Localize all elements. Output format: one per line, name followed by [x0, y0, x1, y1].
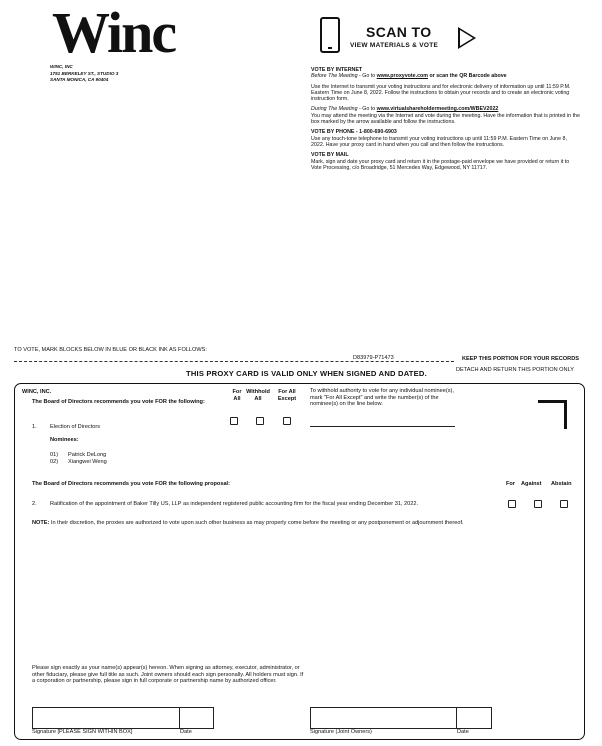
col-for-all-except: For All Except — [277, 389, 297, 402]
board-recommendation-1: The Board of Directors recommends you vote FOR the following: — [32, 399, 205, 405]
vote-internet-body2: You may attend the meeting via the Internet and vote during the meeting. Have the information that is printed in the box marked by the arrow available and follow the instructions. — [311, 112, 580, 126]
card-company-name: WINC, INC. — [22, 389, 52, 395]
control-code: D83979-P71473 — [350, 355, 397, 361]
vote-internet-heading: VOTE BY INTERNET — [311, 67, 363, 73]
note-text: In their discretion, the proxies are authorized to vote upon such other business as may properly come before the meeting or any postponement or adjournment thereof. — [49, 520, 464, 526]
nominee-number: 01) — [50, 452, 59, 458]
scan-title: SCAN TO — [366, 24, 432, 40]
vote-internet-body1: Use the Internet to transmit your voting instructions and for electronic delivery of information up until 11:59 P.M. Eastern Time on June 8, 2022. Follow the instructions to obtain your records and to create an electronic voting instruction form. — [311, 83, 571, 103]
item2-number: 2. — [32, 501, 37, 507]
nominee-number-line[interactable] — [310, 426, 455, 427]
abstain-checkbox[interactable] — [560, 500, 568, 508]
nominees-heading: Nominees: — [50, 437, 79, 443]
valid-notice: THIS PROXY CARD IS VALID ONLY WHEN SIGNED AND DATED. — [186, 369, 427, 378]
note-label: NOTE: — [32, 520, 50, 526]
col-for-all: For All — [232, 389, 242, 402]
for-checkbox[interactable] — [508, 500, 516, 508]
for-all-except-checkbox[interactable] — [283, 417, 291, 425]
go-to-text: - Go to — [357, 73, 377, 80]
vote-internet-before — [311, 73, 581, 79]
joint-date-box[interactable] — [455, 707, 492, 729]
address-line: 1751 BERKELEY ST., STUDIO 3 — [50, 70, 119, 76]
nominee-name: Patrick DeLong — [68, 452, 107, 458]
vote-mail-heading: VOTE BY MAIL — [311, 152, 349, 159]
company-address — [50, 64, 118, 84]
proxy-card — [14, 383, 585, 740]
keep-portion-label: KEEP THIS PORTION FOR YOUR RECORDS — [462, 356, 579, 362]
col-against: Against — [521, 481, 542, 487]
company-logo: Winc — [52, 0, 176, 65]
col-withhold-all: Withhold All — [246, 389, 270, 402]
voting-instructions — [311, 67, 581, 175]
withhold-all-checkbox[interactable] — [256, 417, 264, 425]
vote-phone-body: Use any touch-tone telephone to transmit your voting instructions up until 11:59 P.M. Eastern Time on June 8, 2022. Have your proxy card in hand when you call and then follow the instructions. — [311, 135, 567, 148]
date-label: Date — [180, 729, 192, 735]
nominee-number: 02) — [50, 459, 59, 465]
scan-subtitle: VIEW MATERIALS & VOTE — [350, 42, 439, 49]
vote-phone-heading: VOTE BY PHONE - 1-800-690-6903 — [311, 129, 397, 136]
joint-date-label: Date — [457, 729, 469, 735]
during-meeting-label: During The Meeting — [311, 106, 358, 113]
col-for: For — [506, 481, 516, 487]
detach-line — [14, 361, 454, 362]
note — [32, 520, 512, 527]
col-abstain: Abstain — [551, 481, 572, 487]
arrow-right-icon — [458, 27, 476, 49]
address-line: WINC, INC — [50, 64, 73, 69]
vote-mail-body: Mark, sign and date your proxy card and return it in the postage-paid envelope we have provided or return it to Vote Processing, c/o Broadridge, 51 Mercedes Way, Edgewood, NY 11717. — [311, 158, 570, 171]
go-to-text: - Go to — [357, 106, 377, 113]
control-number-corner — [538, 400, 567, 429]
board-recommendation-2: The Board of Directors recommends you vote FOR the following proposal: — [32, 481, 230, 487]
sign-instructions: Please sign exactly as your name(s) appear(s) hereon. When signing as attorney, executor, administrator, or other fiduciary, please give full title as such. Joint owners should each sign personally. All holders must sign. If a corporation or partnership, please sign in full corporate or partnership name by authorized officer. — [32, 665, 304, 685]
date-box[interactable] — [178, 707, 214, 729]
item2-label: Ratification of the appointment of Baker Tilly US, LLP as independent registered public accounting firm for the fiscal year ending December 31, 2022. — [50, 501, 419, 507]
joint-signature-box[interactable] — [310, 707, 457, 729]
address-line: SANTA MONICA, CA 90404 — [50, 77, 109, 83]
withhold-instructions: To withhold authority to vote for any individual nominee(s), mark "For All Except" and write the number(s) of the nominee(s) on the line below. — [310, 388, 454, 408]
joint-signature-label: Signature (Joint Owners) — [310, 729, 372, 735]
signature-label: Signature [PLEASE SIGN WITHIN BOX] — [32, 729, 133, 735]
before-meeting-label: Before The Meeting — [311, 73, 358, 80]
phone-icon — [320, 17, 340, 53]
against-checkbox[interactable] — [534, 500, 542, 508]
nominee-name: Xiangwei Weng — [68, 459, 107, 465]
for-all-checkbox[interactable] — [230, 417, 238, 425]
mark-instructions: TO VOTE, MARK BLOCKS BELOW IN BLUE OR BLACK INK AS FOLLOWS: — [14, 347, 207, 353]
virtual-meeting-link[interactable]: www.virtualshareholdermeeting.com/WBEV2022 — [376, 106, 499, 113]
item1-label: Election of Directors — [50, 424, 101, 430]
proxyvote-link[interactable]: www.proxyvote.com — [376, 73, 428, 80]
qr-text: or scan the QR Barcode above — [428, 73, 507, 80]
signature-box[interactable] — [32, 707, 180, 729]
item1-number: 1. — [32, 424, 37, 430]
detach-portion-label: DETACH AND RETURN THIS PORTION ONLY — [456, 367, 574, 373]
